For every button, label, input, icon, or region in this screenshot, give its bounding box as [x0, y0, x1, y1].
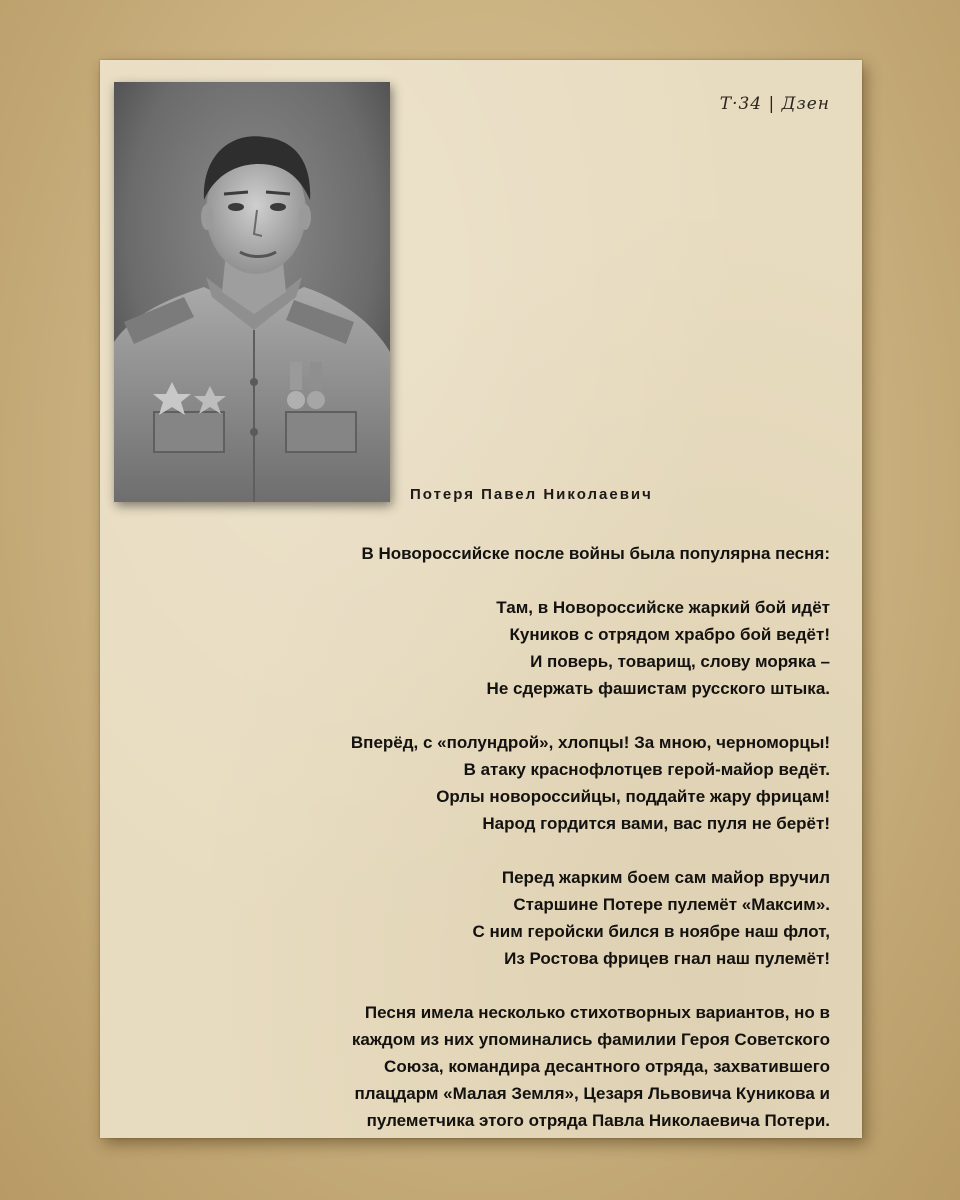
watermark: Т·34 | Дзен	[719, 94, 830, 114]
stanza-line: Орлы новороссийцы, поддайте жару фрицам!	[436, 787, 830, 806]
note-line: каждом из них упоминались фамилии Героя Советского	[351, 1030, 830, 1049]
note-line: Песня имела несколько стихотворных вариантов, но в	[364, 1003, 830, 1022]
closing-note	[270, 999, 830, 1134]
stanza-line: В атаку краснофлотцев герой-майор ведёт.	[463, 760, 830, 779]
article-text	[270, 540, 830, 1134]
portrait-photo-drawing	[114, 82, 390, 502]
stanza-line: С ним геройски бился в ноябре наш флот,	[472, 922, 830, 941]
intro-line: В Новороссийске после войны была популярна песня:	[361, 544, 830, 563]
stanza-line: Там, в Новороссийске жаркий бой идёт	[496, 598, 830, 617]
note-line: плацдарм «Малая Земля», Цезаря Львовича Куникова и	[354, 1084, 830, 1103]
stanza-line: Перед жарким боем сам майор вручил	[501, 868, 830, 887]
note-line: Союза, командира десантного отряда, захватившего	[384, 1057, 830, 1076]
stanza-line: Из Ростова фрицев гнал наш пулемёт!	[504, 949, 830, 968]
stanza-1	[270, 594, 830, 702]
note-line: пулеметчика этого отряда Павла Николаевича Потери.	[366, 1111, 830, 1130]
portrait-photo	[114, 82, 390, 502]
paper-sheet	[100, 60, 862, 1138]
stanza-line: Народ гордится вами, вас пуля не берёт!	[482, 814, 830, 833]
stanza-line: И поверь, товарищ, слову моряка –	[530, 652, 830, 671]
stanza-line: Старшине Потере пулемёт «Максим».	[513, 895, 830, 914]
stanza-3	[270, 864, 830, 972]
stanza-line: Куников с отрядом храбро бой ведёт!	[509, 625, 830, 644]
photo-caption: Потеря Павел Николаевич	[410, 486, 653, 503]
stanza-line: Не сдержать фашистам русского штыка.	[486, 679, 830, 698]
stanza-line: Вперёд, с «полундрой», хлопцы! За мною, черноморцы!	[350, 733, 830, 752]
stanza-2	[270, 729, 830, 837]
